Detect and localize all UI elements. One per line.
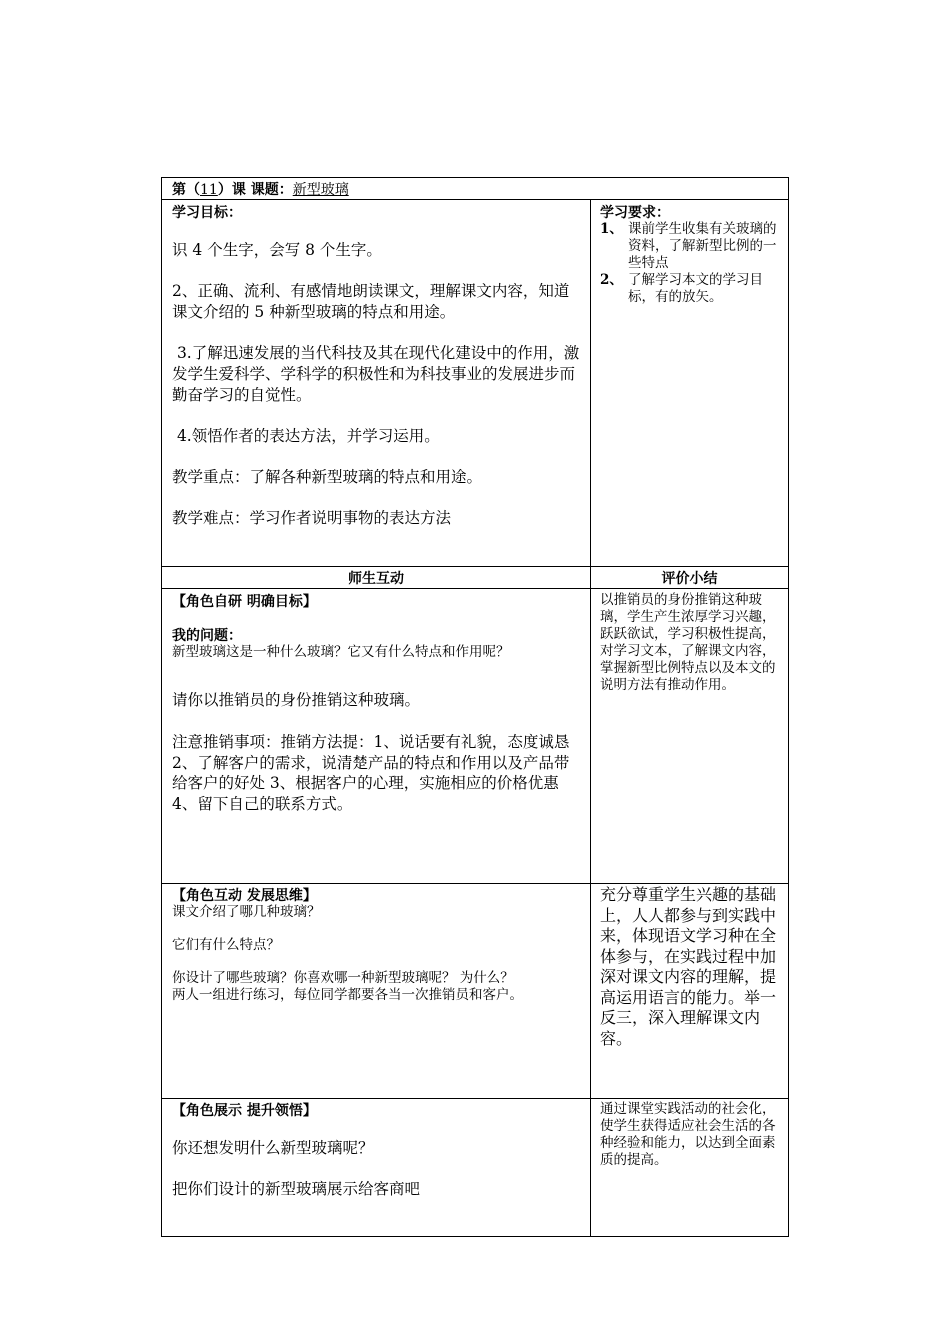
question-text: 两人一组进行练习，每位同学都要各当一次推销员和客户。 (172, 987, 523, 1003)
column-divider (590, 200, 591, 1236)
lesson-topic: 新型玻璃 (292, 182, 349, 198)
lesson-title (172, 179, 349, 199)
evaluation-text: 通过课堂实践活动的社会化，使学生获得适应社会生活的各种经验和能力，以达到全面素质的提高。 (600, 1101, 776, 1168)
title-suffix: ）课 课题： (217, 182, 293, 198)
task-text: 请你以推销员的身份推销这种玻璃。 (172, 691, 421, 709)
section-interaction (172, 885, 584, 1004)
section-showcase (172, 1100, 584, 1200)
lesson-plan-table (161, 177, 789, 1237)
interaction-header: 师生互动 (348, 571, 404, 587)
row-divider (162, 588, 788, 589)
question-text: 它们有什么特点？ (172, 937, 280, 953)
goal-item: 2、正确、流利、有感情地朗读课文，理解课文内容，知道课文介绍的 5 种新型玻璃的特点和用途。 (172, 282, 570, 321)
question-text: 课文介绍了哪几种玻璃？ (172, 904, 321, 920)
goals-label: 学习目标： (172, 205, 242, 221)
section-label: 【角色自研 明确目标】 (172, 594, 317, 610)
requirement-text: 了解学习本文的学习目标，有的放矢。 (628, 272, 763, 305)
requirements-list (600, 221, 784, 306)
teaching-difficulty: 教学难点：学习作者说明事物的表达方法 (172, 509, 452, 527)
row-divider (162, 199, 788, 200)
question-text: 你设计了哪些玻璃？你喜欢哪一种新型玻璃呢？ 为什么？ (172, 970, 514, 986)
question-text: 把你们设计的新型玻璃展示给客商吧 (172, 1180, 421, 1198)
row-divider (162, 883, 788, 884)
teaching-key-point: 教学重点：了解各种新型玻璃的特点和用途。 (172, 468, 483, 486)
row-divider (162, 566, 788, 567)
question-text: 你还想发明什么新型玻璃呢？ (172, 1139, 374, 1157)
requirement-number: 1、 (600, 221, 623, 237)
section-label: 【角色展示 提升领悟】 (172, 1103, 317, 1119)
evaluation-text: 以推销员的身份推销这种玻璃，学生产生浓厚学习兴趣，跃跃欲试，学习积极性提高，对学习文本，了解课文内容，掌握新型比例特点以及本文的说明方法有推动作用。 (600, 592, 776, 693)
requirement-text: 课前学生收集有关玻璃的资料，了解新型比例的一些特点 (628, 221, 777, 271)
section-interaction-eval (600, 885, 784, 1049)
notes-text: 注意推销事项：推销方法提：1、说话要有礼貌，态度诚恳 2、了解客户的需求，说清楚产品的特点和作用以及产品带给客户的好处 3、根据客户的心理，实施相应的价格优惠 4、留下自己的联系方式。 (172, 733, 570, 813)
requirements-cell (600, 202, 784, 306)
question-label: 我的问题： (172, 628, 242, 644)
section-showcase-eval (600, 1101, 784, 1169)
requirement-number: 2、 (600, 272, 623, 288)
requirements-label: 学习要求： (600, 205, 670, 221)
evaluation-header: 评价小结 (661, 571, 718, 587)
title-prefix: 第（ (172, 182, 200, 198)
goal-item: 4.领悟作者的表达方法，并学习运用。 (172, 427, 440, 445)
requirement-item (600, 272, 784, 306)
goal-item: 识 4 个生字，会写 8 个生字。 (172, 241, 382, 259)
question-text: 新型玻璃这是一种什么玻璃？它又有什么特点和作用呢？ (172, 644, 510, 660)
goals-cell (172, 202, 584, 529)
section-self-study (172, 591, 584, 814)
section-label: 【角色互动 发展思维】 (172, 888, 317, 904)
lesson-number: 11 (200, 182, 218, 198)
requirement-item (600, 221, 784, 272)
goal-item: 3.了解迅速发展的当代科技及其在现代化建设中的作用，激发学生爱科学、学科学的积极性和为科技事业的发展进步而勤奋学习的自觉性。 (172, 344, 580, 404)
section-self-study-eval (600, 592, 784, 694)
row-divider (162, 1098, 788, 1099)
evaluation-text: 充分尊重学生兴趣的基础上，人人都参与到实践中来，体现语文学习种在全体参与，在实践过程中加深对课文内容的理解，提高运用语言的能力。举一反三，深入理解课文内容。 (600, 885, 777, 1048)
